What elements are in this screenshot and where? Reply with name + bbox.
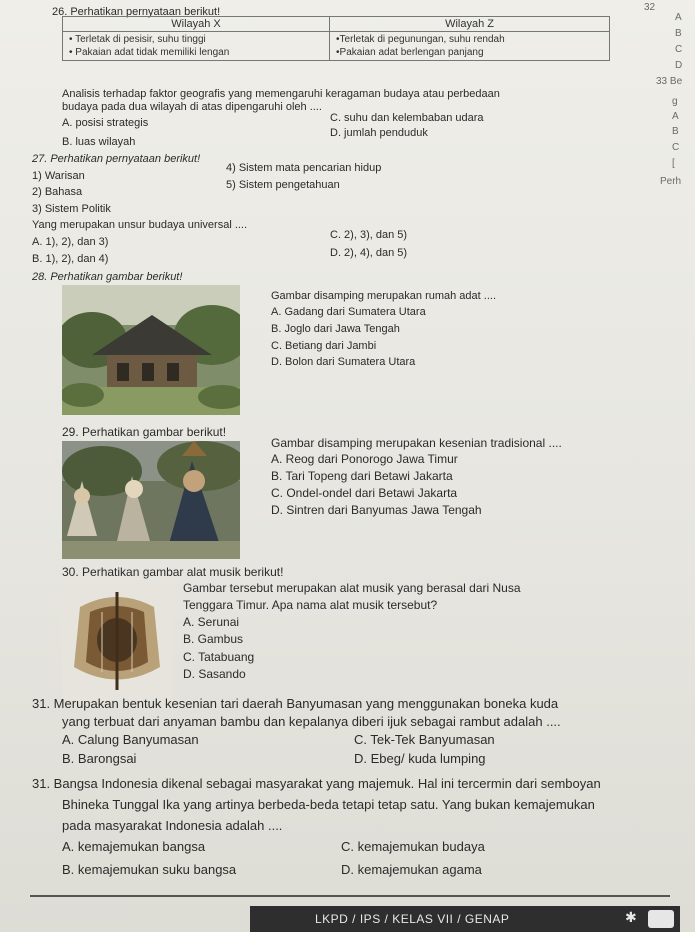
q28-option-d[interactable]: D. Bolon dari Sumatera Utara <box>271 356 416 368</box>
q30-question-2: Tenggara Timur. Apa nama alat musik tersebut? <box>183 598 438 612</box>
alat-musik-photo <box>62 582 172 700</box>
table-header-z: Wilayah Z <box>330 17 610 32</box>
margin-letter: C <box>672 142 680 153</box>
q27-item: 3) Sistem Politik <box>32 203 111 215</box>
table-cell: • Pakaian adat tidak memiliki lengan <box>69 47 230 58</box>
q27-option-d[interactable]: D. 2), 4), dan 5) <box>330 247 408 259</box>
q31b-question-3: pada masyarakat Indonesia adalah .... <box>62 818 283 833</box>
q26-option-b[interactable]: B. luas wilayah <box>62 136 136 148</box>
q30-option-d[interactable]: D. Sasando <box>183 667 246 681</box>
q31b-question-2: Bhineka Tunggal Ika yang artinya berbeda-beda tetapi tetap satu. Yang bukan kemajemukan <box>62 797 595 812</box>
q28-question: Gambar disamping merupakan rumah adat .... <box>271 290 497 302</box>
q27-item: 2) Bahasa <box>32 186 83 198</box>
q31b-option-d[interactable]: D. kemajemukan agama <box>341 862 482 877</box>
q26-text-2: budaya pada dua wilayah di atas dipengaruhi oleh .... <box>62 101 322 113</box>
q31a-option-c[interactable]: C. Tek-Tek Banyumasan <box>354 732 495 747</box>
q27-option-c[interactable]: C. 2), 3), dan 5) <box>330 229 408 241</box>
q27-prompt: 27. Perhatikan pernyataan berikut! <box>32 153 201 165</box>
margin-letter: B <box>672 126 679 137</box>
q28-prompt: 28. Perhatikan gambar berikut! <box>32 271 183 283</box>
q28-option-b[interactable]: B. Joglo dari Jawa Tengah <box>271 323 400 335</box>
margin-letter: B <box>675 28 682 39</box>
rumah-adat-photo <box>62 285 240 415</box>
star-icon: ✱ <box>625 909 638 925</box>
margin-letter: A <box>672 111 679 122</box>
q28-option-c[interactable]: C. Betiang dari Jambi <box>271 340 377 352</box>
table-cell: • Terletak di pesisir, suhu tinggi <box>69 34 206 45</box>
page-number: 32 <box>644 2 656 13</box>
q30-option-a[interactable]: A. Serunai <box>183 615 240 629</box>
q31a-option-b[interactable]: B. Barongsai <box>62 751 137 766</box>
q31a-question-1: 31. Merupakan bentuk kesenian tari daerah Banyumasan yang menggunakan boneka kuda <box>32 696 559 711</box>
q31b-option-a[interactable]: A. kemajemukan bangsa <box>62 839 206 854</box>
q31a-option-a[interactable]: A. Calung Banyumasan <box>62 732 199 747</box>
q31a-question-2: yang terbuat dari anyaman bambu dan kepalanya diberi ijuk sebagai rambut adalah .... <box>62 714 561 729</box>
q26-option-d[interactable]: D. jumlah penduduk <box>330 127 428 139</box>
kesenian-photo <box>62 441 240 559</box>
q26-option-a[interactable]: A. posisi strategis <box>62 117 149 129</box>
q27-item: 5) Sistem pengetahuan <box>226 179 340 191</box>
footer-label: LKPD / IPS / KELAS VII / GENAP <box>315 912 510 926</box>
q28-option-a[interactable]: A. Gadang dari Sumatera Utara <box>271 306 426 318</box>
margin-letter: [ <box>672 158 675 169</box>
q31b-question-1: 31. Bangsa Indonesia dikenal sebagai masyarakat yang majemuk. Hal ini tercermin dari semboyan <box>32 776 601 791</box>
q31a-option-d[interactable]: D. Ebeg/ kuda lumping <box>354 751 486 766</box>
q30-option-b[interactable]: B. Gambus <box>183 632 244 646</box>
q29-option-d[interactable]: D. Sintren dari Banyumas Jawa Tengah <box>271 503 482 517</box>
q26-text-1: Analisis terhadap faktor geografis yang memengaruhi keragaman budaya atau perbedaan <box>62 88 500 100</box>
bottom-divider <box>30 895 670 897</box>
q29-prompt: 29. Perhatikan gambar berikut! <box>62 425 227 439</box>
q27-option-b[interactable]: B. 1), 2), dan 4) <box>32 253 109 265</box>
q27-item: 1) Warisan <box>32 170 85 182</box>
q31b-option-c[interactable]: C. kemajemukan budaya <box>341 839 485 854</box>
q29-option-a[interactable]: A. Reog dari Ponorogo Jawa Timur <box>271 452 458 466</box>
q27-option-a[interactable]: A. 1), 2), dan 3) <box>32 236 109 248</box>
logo-icon <box>648 910 674 928</box>
footer-bar <box>250 906 680 932</box>
q27-question: Yang merupakan unsur budaya universal .... <box>32 219 248 231</box>
q30-option-c[interactable]: C. Tatabuang <box>183 650 255 664</box>
q29-option-b[interactable]: B. Tari Topeng dari Betawi Jakarta <box>271 469 453 483</box>
margin-fragment: g <box>672 96 678 107</box>
q30-prompt: 30. Perhatikan gambar alat musik berikut! <box>62 565 284 579</box>
q26-table <box>62 16 610 61</box>
table-cell: •Terletak di pegunungan, suhu rendah <box>336 34 505 45</box>
margin-fragment: Perh <box>660 176 682 187</box>
table-cell: •Pakaian adat berlengan panjang <box>336 47 484 58</box>
q27-item: 4) Sistem mata pencarian hidup <box>226 162 382 174</box>
q29-option-c[interactable]: C. Ondel-ondel dari Betawi Jakarta <box>271 486 458 500</box>
table-header-x: Wilayah X <box>63 17 330 32</box>
q26-option-c[interactable]: C. suhu dan kelembaban udara <box>330 112 484 124</box>
margin-letter: C <box>675 44 683 55</box>
q29-question: Gambar disamping merupakan kesenian tradisional .... <box>271 436 562 450</box>
margin-letter: D <box>675 60 683 71</box>
q30-question-1: Gambar tersebut merupakan alat musik yang berasal dari Nusa <box>183 581 521 595</box>
margin-letter: A <box>675 12 682 23</box>
margin-fragment: 33 Be <box>656 76 683 87</box>
q26-heading: 26. Perhatikan pernyataan berikut! <box>52 6 221 18</box>
q31b-option-b[interactable]: B. kemajemukan suku bangsa <box>62 862 237 877</box>
